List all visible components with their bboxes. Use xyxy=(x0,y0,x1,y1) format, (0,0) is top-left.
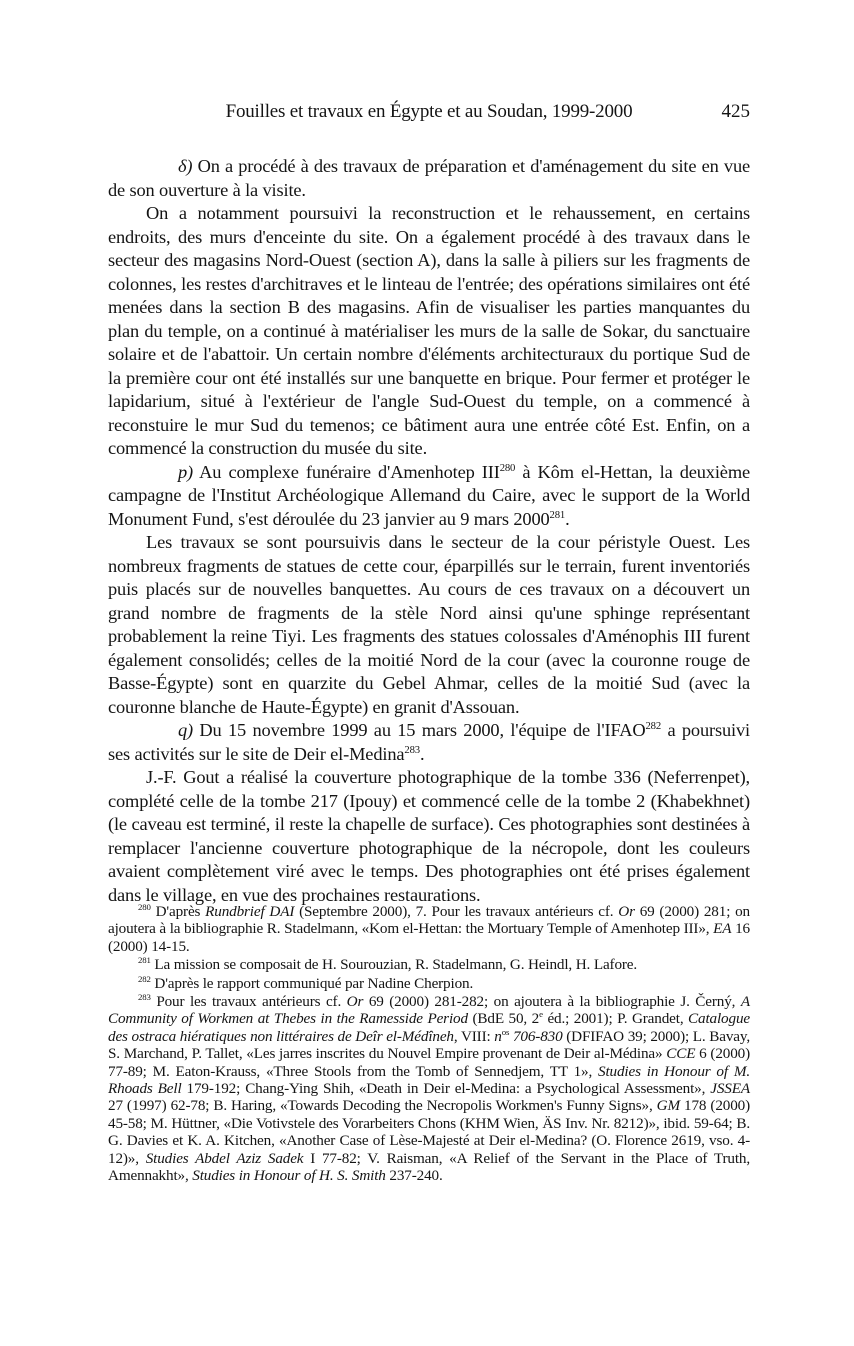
footnote-number: 281 xyxy=(138,955,151,966)
item-marker: q) xyxy=(178,720,194,740)
footnote-ref: 282 xyxy=(645,719,662,732)
paragraph-photography: J.-F. Gout a réalisé la couverture photographique de la tombe 336 (Neferrenpet), complété celle de la tombe 217 (Ipouy) et commencé celle de la tombe 2 (Khabekhnet) (le caveau est terminé, il reste la chapelle de surface). Ces photographies sont destinées à remplacer l'ancienne couverture photographique de la nécropole, dont les couleurs avaient complètement viré avec le temps. Des photographies ont été prises également dans le village, en vue des prochaines restaurations. xyxy=(108,767,750,905)
item-marker: δ) xyxy=(178,156,193,176)
paragraph-delta: δ) On a procédé à des travaux de préparation et d'aménagement du site en vue de son ouverture à la visite. xyxy=(108,156,750,200)
footnote-283: $^{283}$ Pour les travaux antérieurs cf. Or 69 (2000) 281-282; on ajoutera à la bibliographie J. Černý, A Community of Workmen at Thebes in the Ramesside Period (BdE 50, 2e éd.; 2001); P. Grandet, Catalogue des ostraca hiératiques non littéraires de Deîr el-Médîneh, VIII: $n^{os}$ 706-830 (DFIFAO 39; 2000); L. Bavay, S. Marchand, P. Tallet, «Les jarres inscrites du Nouvel Empire provenant de Deir al-Médina» CCE 6 (2000) 77-89; M. Eaton-Krauss, «Three Stools from the Tomb of Sennedjem, TT 1», Studies in Honour of M. Rhoads Bell 179-192; Chang-Ying Shih, «Death in Deir el-Medina: a Psychological Assessment», JSSEA 27 (1997) 62-78; B. Haring, «Towards Decoding the Necropolis Workmen's Funny Signs», GM 178 (2000) 45-58; M. Hüttner, «Die Votivstele des Vorarbeiters Chons (KHM Wien, ÄS Inv. Nr. 8212)», ibid. 59-64; B. G. Davies et K. A. Kitchen, «Another Case of Lèse-Majesté at Deir el-Medina? (O. Florence 2619, vso. 4-12)», Studies Abdel Aziz Sadek I 77-82; V. Raisman, «A Relief of the Servant in the Place of Truth, Amennakht», Studies in Honour of H. S. Smith 237-240. xyxy=(108,991,751,1185)
item-marker: p) xyxy=(178,461,194,482)
footnote-ref: 281 xyxy=(549,508,566,521)
footnote-ref: 280 xyxy=(499,461,516,474)
paragraph-reconstruction: On a notamment poursuivi la reconstruction et le rehaussement, en certains endroits, des murs d'enceinte du site. On a également procédé à des travaux dans le secteur des magasins Nord-Ouest (section A), dans la salle à piliers sur les fragments de colonnes, les restes d'architraves et le linteau de l'entrée; des opérations similaires ont été menées dans la section B des magasins. Afin de visualiser les parties manquantes du plan du temple, on a continué à matérialiser les murs de la salle de Sokar, du sanctuaire solaire et de l'abattoir. Un certain nombre d'éléments architecturaux du portique Sud de la première cour ont été installés sur une banquette en brique. Pour fermer et protéger le lapidarium, situé à l'extérieur de l'angle Sud-Ouest du temple, on a commencé à reconstuire le mur Sud du temenos; ce bâtiment aura une entrée côté Est. Enfin, on a commencé la construction du musée du site. xyxy=(108,203,750,458)
footnote-280: $^{280}$ D'après Rundbrief DAI (Septembre 2000), 7. Pour les travaux antérieurs cf. Or 69 (2000) 281; on ajoutera à la bibliographie R. Stadelmann, «Kom el-Hettan: the Mortuary Temple of Amenhotep III», EA 16 (2000) 14-15. xyxy=(108,901,750,955)
running-title: Fouilles et travaux en Égypte et au Soudan, 1999-2000 xyxy=(225,101,633,122)
running-header xyxy=(108,101,750,125)
paragraph-peristyle: Les travaux se sont poursuivis dans le secteur de la cour péristyle Ouest. Les nombreux fragments de statues de cette cour, éparpillés sur le terrain, furent inventoriés puis placés sur de nouvelles banquettes. Au cours de ces travaux on a découvert un grand nombre de fragments de la stèle Nord ainsi qu'une sphinge représentant probablement la reine Tiyi. Les fragments des statues colossales d'Aménophis III furent également consolidés; celles de la moitié Nord de la cour (avec la couronne rouge de Basse-Égypte) sont en quarzite du Gebel Ahmar, celles de la moitié Sud (avec la couronne blanche de Haute-Égypte) en granit d'Assouan. xyxy=(108,532,750,717)
paragraph-amenhotep: p) Au complexe funéraire d'Amenhotep III$^{280}$ à Kôm el-Hettan, la deuxième campagne de l'Institut Archéologique Allemand du Caire, avec le support de la World Monument Fund, s'est déroulée du 23 janvier au 9 mars 2000$^{281}$. xyxy=(108,461,750,529)
paragraph-ifao: q) Du 15 novembre 1999 au 15 mars 2000, l'équipe de l'IFAO$^{282}$ a poursuivi ses activités sur le site de Deir el-Medina$^{283}$. xyxy=(108,719,750,764)
footnotes xyxy=(108,903,750,1186)
footnote-ref: 283 xyxy=(404,743,420,756)
footnote-281: $^{281}$ La mission se composait de H. Sourouzian, R. Stadelmann, G. Heindl, H. Lafore. xyxy=(138,955,638,974)
footnote-number: 280 xyxy=(138,901,151,912)
footnote-282: $^{282}$ D'après le rapport communiqué par Nadine Cherpion. xyxy=(138,973,474,992)
page-number: 425 xyxy=(721,101,750,122)
footnote-number: 282 xyxy=(138,973,151,984)
body-text xyxy=(108,155,750,907)
footnote-number: 283 xyxy=(138,991,151,1002)
